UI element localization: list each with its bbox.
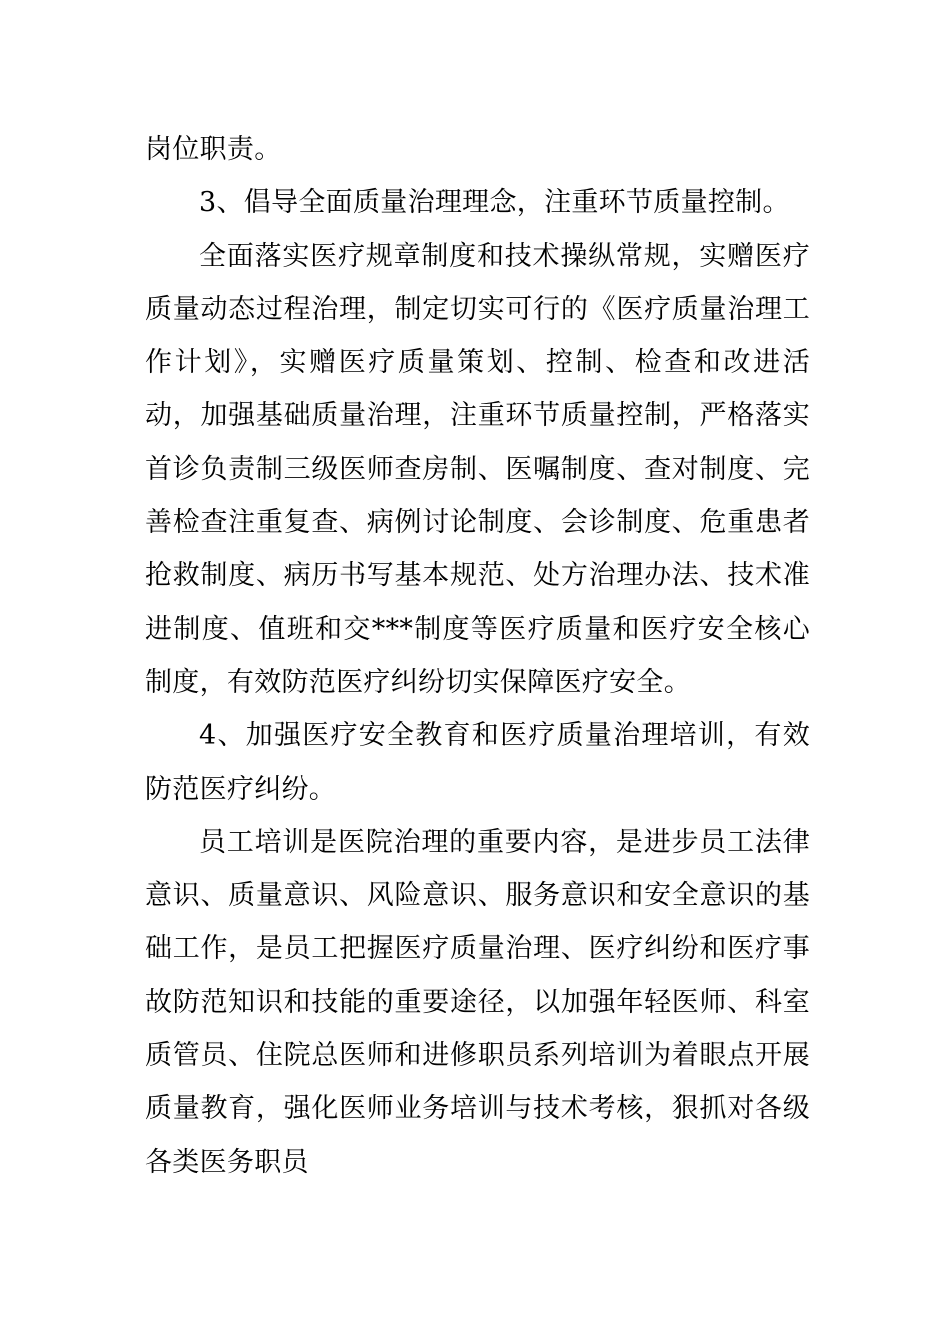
document-body: [145, 123, 810, 1189]
paragraph-item-4-heading: 4、加强医疗安全教育和医疗质量治理培训，有效防范医疗纠纷。: [145, 720, 810, 805]
paragraph-quality-control: 全面落实医疗规章制度和技术操纵常规，实赠医疗质量动态过程治理，制定切实可行的《医疗质量治理工作计划》，实赠医疗质量策划、控制、检查和改进活动，加强基础质量治理，注重环节质量控制，严格落实首诊负责制三级医师查房制、医嘱制度、查对制度、完善检查注重复查、病例讨论制度、会诊制度、危重患者抢救制度、病历书写基本规范、处方治理办法、技术准进制度、值班和交***制度等医疗质量和医疗安全核心制度，有效防范医疗纠纷切实保障医疗安全。: [145, 240, 810, 698]
paragraph-item-3-heading: 3、倡导全面质量治理理念，注重环节质量控制。: [199, 187, 790, 219]
paragraph-continuation: 岗位职责。: [145, 134, 282, 165]
paragraph-staff-training: 员工培训是医院治理的重要内容，是进步员工法律意识、质量意识、风险意识、服务意识和安全意识的基础工作，是员工把握医疗质量治理、医疗纠纷和医疗事故防范知识和技能的重要途径，以加强年轻医师、科室质管员、住院总医师和进修职员系列培训为着眼点开展质量教育，强化医师业务培训与技术考核，狠抓对各级各类医务职员: [145, 826, 810, 1178]
